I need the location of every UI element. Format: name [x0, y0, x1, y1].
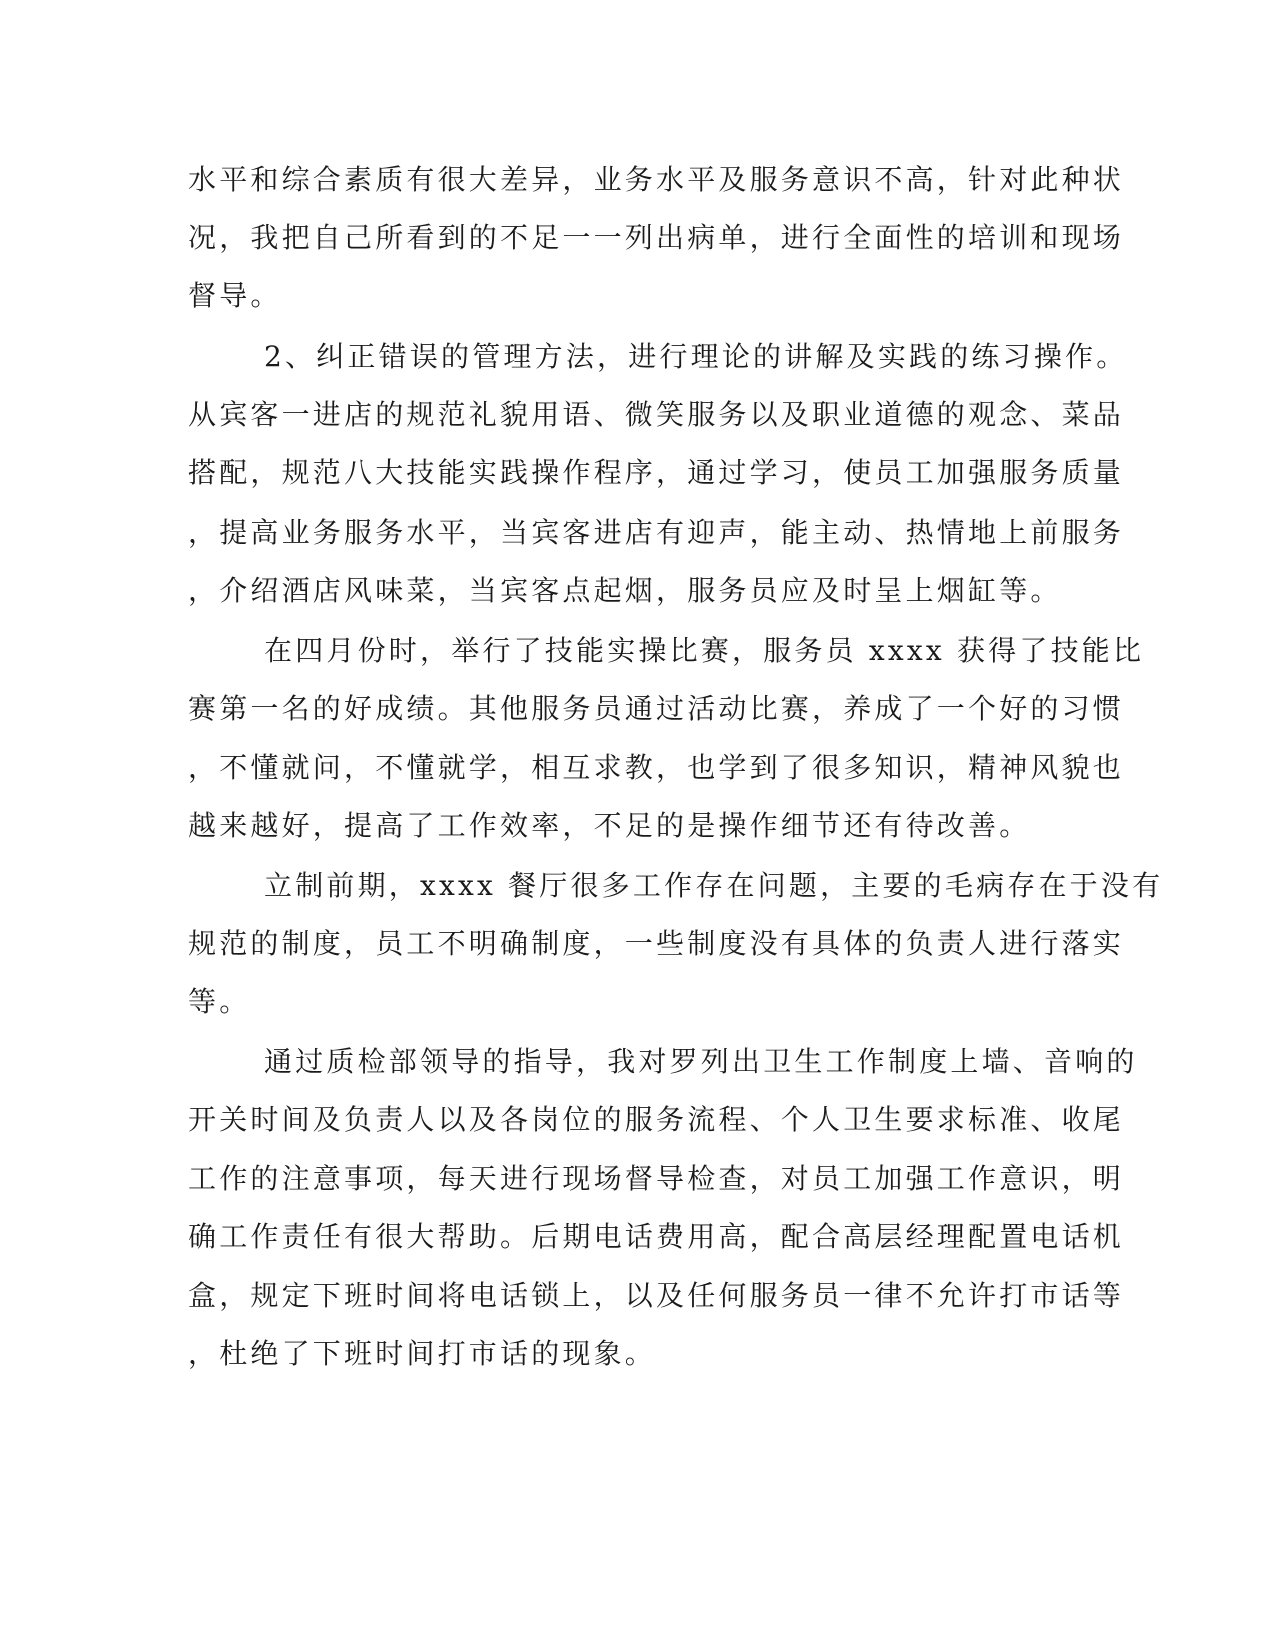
- paragraph-line: ，不懂就问，不懂就学，相互求教，也学到了很多知识，精神风貌也: [188, 751, 1125, 784]
- paragraph-line: 开关时间及负责人以及各岗位的服务流程、个人卫生要求标准、收尾: [188, 1103, 1125, 1136]
- paragraph-line: 通过质检部领导的指导，我对罗列出卫生工作制度上墙、音响的: [264, 1045, 1138, 1078]
- paragraph-line: 越来越好，提高了工作效率，不足的是操作细节还有待改善。: [188, 809, 1031, 842]
- paragraph-line: ，杜绝了下班时间打市话的现象。: [188, 1337, 657, 1370]
- paragraph-line: ，介绍酒店风味菜，当宾客点起烟，服务员应及时呈上烟缸等。: [188, 574, 1062, 607]
- paragraph-line: 在四月份时，举行了技能实操比赛，服务员 xxxx 获得了技能比: [264, 634, 1145, 667]
- paragraph-line: 2、纠正错误的管理方法，进行理论的讲解及实践的练习操作。: [264, 340, 1128, 373]
- paragraph-line: 规范的制度，员工不明确制度，一些制度没有具体的负责人进行落实: [188, 927, 1125, 960]
- paragraph-line: 工作的注意事项，每天进行现场督导检查，对员工加强工作意识，明: [188, 1162, 1125, 1195]
- paragraph-line: ，提高业务服务水平，当宾客进店有迎声，能主动、热情地上前服务: [188, 516, 1125, 549]
- paragraph-line: 水平和综合素质有很大差异，业务水平及服务意识不高，针对此种状: [188, 163, 1125, 196]
- paragraph-line: 赛第一名的好成绩。其他服务员通过活动比赛，养成了一个好的习惯: [188, 692, 1125, 725]
- paragraph-line: 确工作责任有很大帮助。后期电话费用高，配合高层经理配置电话机: [188, 1220, 1125, 1253]
- paragraph-line: 等。: [188, 985, 251, 1018]
- paragraph-line: 立制前期，xxxx 餐厅很多工作存在问题，主要的毛病存在于没有: [264, 869, 1164, 902]
- paragraph-line: 盒，规定下班时间将电话锁上，以及任何服务员一律不允许打市话等: [188, 1279, 1125, 1312]
- paragraph-line: 况，我把自己所看到的不足一一列出病单，进行全面性的培训和现场: [188, 221, 1125, 254]
- paragraph-line: 从宾客一进店的规范礼貌用语、微笑服务以及职业道德的观念、菜品: [188, 398, 1125, 431]
- paragraph-line: 搭配，规范八大技能实践操作程序，通过学习，使员工加强服务质量: [188, 456, 1125, 489]
- paragraph-line: 督导。: [188, 279, 282, 312]
